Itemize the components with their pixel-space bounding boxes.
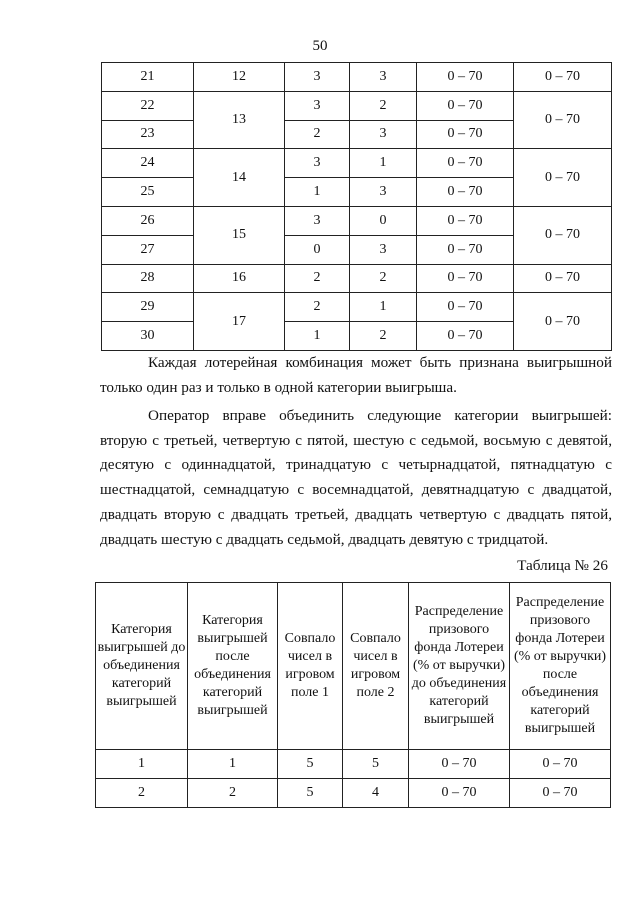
distribution-cell: 0 – 70 xyxy=(417,322,514,351)
table-row xyxy=(102,293,612,322)
field1-matches-cell: 1 xyxy=(285,322,350,351)
category-cell: 30 xyxy=(102,322,194,351)
merged-distribution-cell: 0 – 70 xyxy=(514,264,612,293)
header-category-before: Категория выигрышей до объединения категорий выигрышей xyxy=(96,583,188,750)
distribution-cell: 0 – 70 xyxy=(417,149,514,178)
merged-distribution-cell: 0 – 70 xyxy=(510,750,611,779)
category-cell: 2 xyxy=(96,779,188,808)
distribution-cell: 0 – 70 xyxy=(417,63,514,92)
header-distribution-before: Распределение призового фонда Лотереи (% от выручки) до объединения категорий выигрышей xyxy=(409,583,510,750)
merged-distribution-cell: 0 – 70 xyxy=(514,149,612,207)
table-row xyxy=(96,779,611,808)
field1-matches-cell: 3 xyxy=(285,91,350,120)
distribution-cell: 0 – 70 xyxy=(417,120,514,149)
distribution-cell: 0 – 70 xyxy=(409,750,510,779)
paragraph-single-win-rule: Каждая лотерейная комбинация может быть признана выигрышной только один раз и только в одной категории выигрыша. xyxy=(100,354,612,396)
table-row xyxy=(102,91,612,120)
merged-distribution-cell: 0 – 70 xyxy=(514,293,612,351)
field2-matches-cell: 3 xyxy=(350,63,417,92)
category-cell: 23 xyxy=(102,120,194,149)
distribution-cell: 0 – 70 xyxy=(417,178,514,207)
merged-category-cell: 15 xyxy=(194,206,285,264)
merged-category-cell: 16 xyxy=(194,264,285,293)
category-cell: 1 xyxy=(96,750,188,779)
field1-matches-cell: 2 xyxy=(285,264,350,293)
header-field1-matches: Совпало чисел в игровом поле 1 xyxy=(278,583,343,750)
field1-matches-cell: 1 xyxy=(285,178,350,207)
merged-distribution-cell: 0 – 70 xyxy=(514,91,612,149)
table-row xyxy=(96,750,611,779)
prize-category-table-26 xyxy=(95,582,611,808)
field2-matches-cell: 4 xyxy=(343,779,409,808)
category-cell: 28 xyxy=(102,264,194,293)
field2-matches-cell: 2 xyxy=(350,264,417,293)
field2-matches-cell: 5 xyxy=(343,750,409,779)
field1-matches-cell: 5 xyxy=(278,779,343,808)
field1-matches-cell: 3 xyxy=(285,63,350,92)
page-number: 50 xyxy=(312,38,328,54)
distribution-cell: 0 – 70 xyxy=(417,206,514,235)
category-cell: 29 xyxy=(102,293,194,322)
field1-matches-cell: 3 xyxy=(285,149,350,178)
paragraph-category-merge-rule: Оператор вправе объединить следующие категории выигрышей: вторую с третьей, четвертую с пятой, шестую с седьмой, восьмую с девятой, десятую с одиннадцатой, тринадцатую с четырнадцатой, пятнадцатую с шестнадцатой, семнадцатую с восемнадцатой, девятнадцатую с двадцатой, двадцать вторую с двадцать третьей, двадцать четвертую с двадцать пятой, двадцать шестую с двадцать седьмой, двадцать девятую с тридцатой. xyxy=(100,407,612,548)
field1-matches-cell: 2 xyxy=(285,293,350,322)
category-cell: 22 xyxy=(102,91,194,120)
distribution-cell: 0 – 70 xyxy=(417,264,514,293)
merged-category-cell: 13 xyxy=(194,91,285,149)
header-distribution-after: Распределение призового фонда Лотереи (% от выручки) после объединения категорий выигрышей xyxy=(510,583,611,750)
merged-category-cell: 12 xyxy=(194,63,285,92)
table-caption: Таблица № 26 xyxy=(517,557,608,574)
table-row xyxy=(102,63,612,92)
distribution-cell: 0 – 70 xyxy=(409,779,510,808)
category-cell: 25 xyxy=(102,178,194,207)
header-category-after: Категория выигрышей после объединения категорий выигрышей xyxy=(188,583,278,750)
field2-matches-cell: 3 xyxy=(350,178,417,207)
merged-category-cell: 1 xyxy=(188,750,278,779)
distribution-cell: 0 – 70 xyxy=(417,91,514,120)
prize-category-table-continued xyxy=(101,62,612,351)
field2-matches-cell: 1 xyxy=(350,149,417,178)
merged-category-cell: 14 xyxy=(194,149,285,207)
distribution-cell: 0 – 70 xyxy=(417,293,514,322)
field2-matches-cell: 3 xyxy=(350,235,417,264)
field1-matches-cell: 5 xyxy=(278,750,343,779)
merged-distribution-cell: 0 – 70 xyxy=(514,63,612,92)
merged-category-cell: 2 xyxy=(188,779,278,808)
field2-matches-cell: 2 xyxy=(350,91,417,120)
field1-matches-cell: 2 xyxy=(285,120,350,149)
field1-matches-cell: 0 xyxy=(285,235,350,264)
category-cell: 27 xyxy=(102,235,194,264)
category-cell: 26 xyxy=(102,206,194,235)
field2-matches-cell: 1 xyxy=(350,293,417,322)
distribution-cell: 0 – 70 xyxy=(417,235,514,264)
table-row xyxy=(102,264,612,293)
table-row xyxy=(102,149,612,178)
field2-matches-cell: 0 xyxy=(350,206,417,235)
field2-matches-cell: 2 xyxy=(350,322,417,351)
table-row xyxy=(102,206,612,235)
category-cell: 21 xyxy=(102,63,194,92)
merged-distribution-cell: 0 – 70 xyxy=(510,779,611,808)
category-cell: 24 xyxy=(102,149,194,178)
field1-matches-cell: 3 xyxy=(285,206,350,235)
header-field2-matches: Совпало чисел в игровом поле 2 xyxy=(343,583,409,750)
table-header-row xyxy=(96,583,611,750)
merged-category-cell: 17 xyxy=(194,293,285,351)
field2-matches-cell: 3 xyxy=(350,120,417,149)
merged-distribution-cell: 0 – 70 xyxy=(514,206,612,264)
